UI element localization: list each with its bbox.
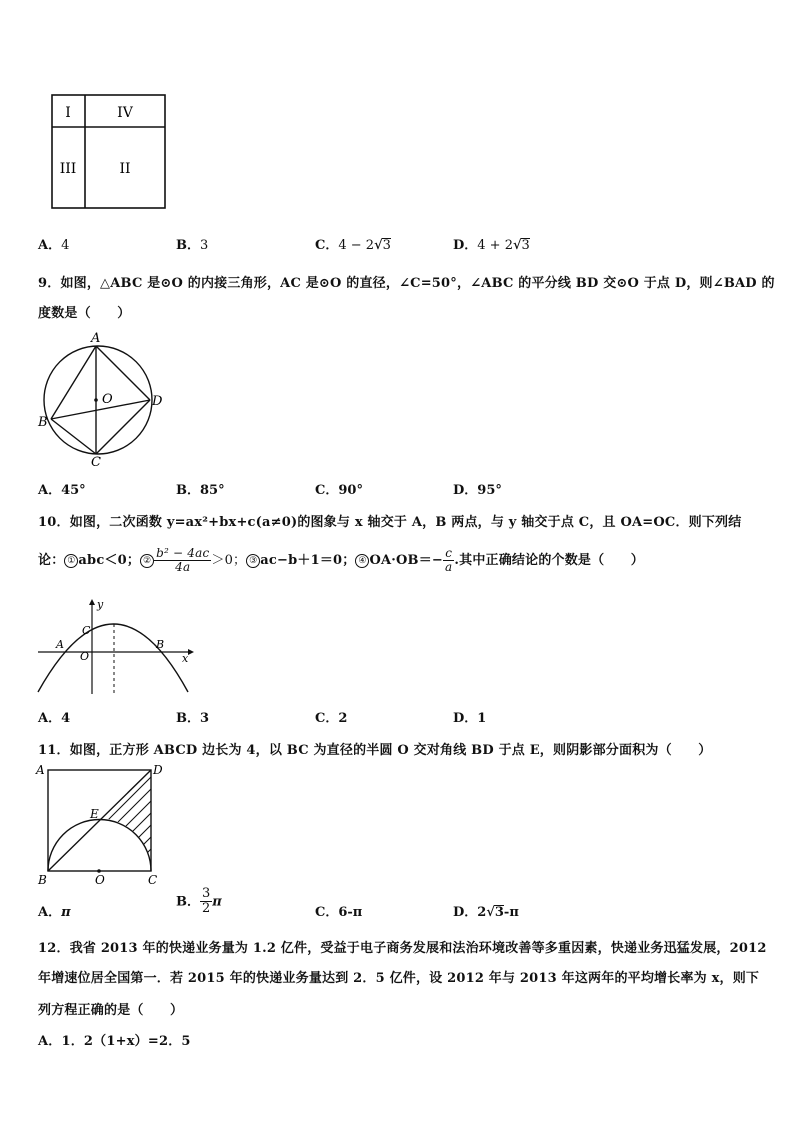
q9-label-c: C [91,455,101,470]
q10-label-b: B [156,638,165,651]
q9-option-b: B．85° [176,483,225,498]
q9-circle-figure [34,330,174,470]
q10-label-o: O [80,650,90,663]
q11-label-b: B [38,873,47,887]
q12-question-line3: 列方程正确的是（ ） [38,1003,184,1018]
q8-option-a: A．4 [38,238,70,253]
q12-question-line1: 12．我省 2013 年的快递业务量为 1.2 亿件，受益于电子商务发展和法治环境改善等多重因素，快递业务迅猛发展，2012 [38,941,767,956]
q8-grid-cell-tl: I [65,105,71,121]
q8-option-b: B．3 [176,238,209,253]
q9-question-line2: 度数是（ ） [38,306,131,321]
q10-label-c: C [82,624,91,637]
q10-label-x: x [182,652,189,665]
q11-label-a: A [36,763,45,777]
q11-label-e: E [90,807,99,821]
q11-question-line1: 11．如图，正方形 ABCD 边长为 4，以 BC 为直径的半圆 O 交对角线 BD 于点 E，则阴影部分面积为（ ） [38,743,712,758]
q10-option-b: B．3 [176,711,210,726]
q11-label-o: O [95,873,105,887]
q10-option-c: C．2 [315,711,348,726]
q11-option-a: A．π [38,905,71,920]
q9-label-d: D [152,394,163,409]
q10-option-d: D．1 [453,711,487,726]
q8-grid-cell-tr: IV [117,105,133,121]
q9-label-a: A [91,331,101,346]
q10-question-line1: 10．如图，二次函数 y=ax²+bx+c(a≠0)的图象与 x 轴交于 A，B 两点，与 y 轴交于点 C，且 OA=OC．则下列结 [38,515,742,530]
q12-question-line2: 年增速位居全国第一．若 2015 年的快递业务量达到 2．5 亿件，设 2012 年与 2013 年这两年的平均增长率为 x，则下 [38,971,760,986]
q11-option-d: D．2√3-π [453,905,519,920]
q12-option-a: A．1．2（1+x）=2．5 [38,1034,191,1049]
q9-option-a: A．45° [38,483,86,498]
q8-option-d: D．4 + 2√3 [453,238,530,253]
q10-fraction-c-a: $\frac{c}{a}$ [445,546,453,575]
q8-option-c: C．4 − 2√3 [315,238,391,253]
q10-label-a: A [56,638,64,651]
q8-grid-cell-br: II [119,161,131,177]
q10-label-y: y [97,598,104,611]
q10-fraction-b2-4ac: $\frac{\text{b² − 4ac}}{4a}$ [156,546,210,575]
q9-label-o: O [102,392,113,407]
q11-option-b: B． $\frac{3}{2}$ π [176,886,222,917]
q9-label-b: B [38,415,48,430]
q11-label-c: C [148,873,158,887]
q9-option-d: D．95° [453,483,502,498]
q11-option-c: C．6-π [315,905,363,920]
q9-question-line1: 9．如图，△ABC 是⊙O 的内接三角形，AC 是⊙O 的直径，∠C=50°，∠ABC 的平分线 BD 交⊙O 于点 D，则∠BAD 的 [38,276,775,291]
q11-square-figure [34,760,170,890]
q8-grid-cell-bl: III [59,161,77,177]
q8-grid-figure [50,93,168,211]
q11-label-d: D [153,763,163,777]
q10-question-line2: 论： ① abc＜0； ② $\frac{\text{b² − 4ac}}{4a}$ ＞0； ③ ac−b＋1＝0； ④ OA·OB＝− $\frac{c}{a}$ .其中正确结论的个数是（ ） [38,546,644,575]
q10-parabola-figure [34,596,199,698]
q10-option-a: A．4 [38,711,71,726]
q9-option-c: C．90° [315,483,363,498]
